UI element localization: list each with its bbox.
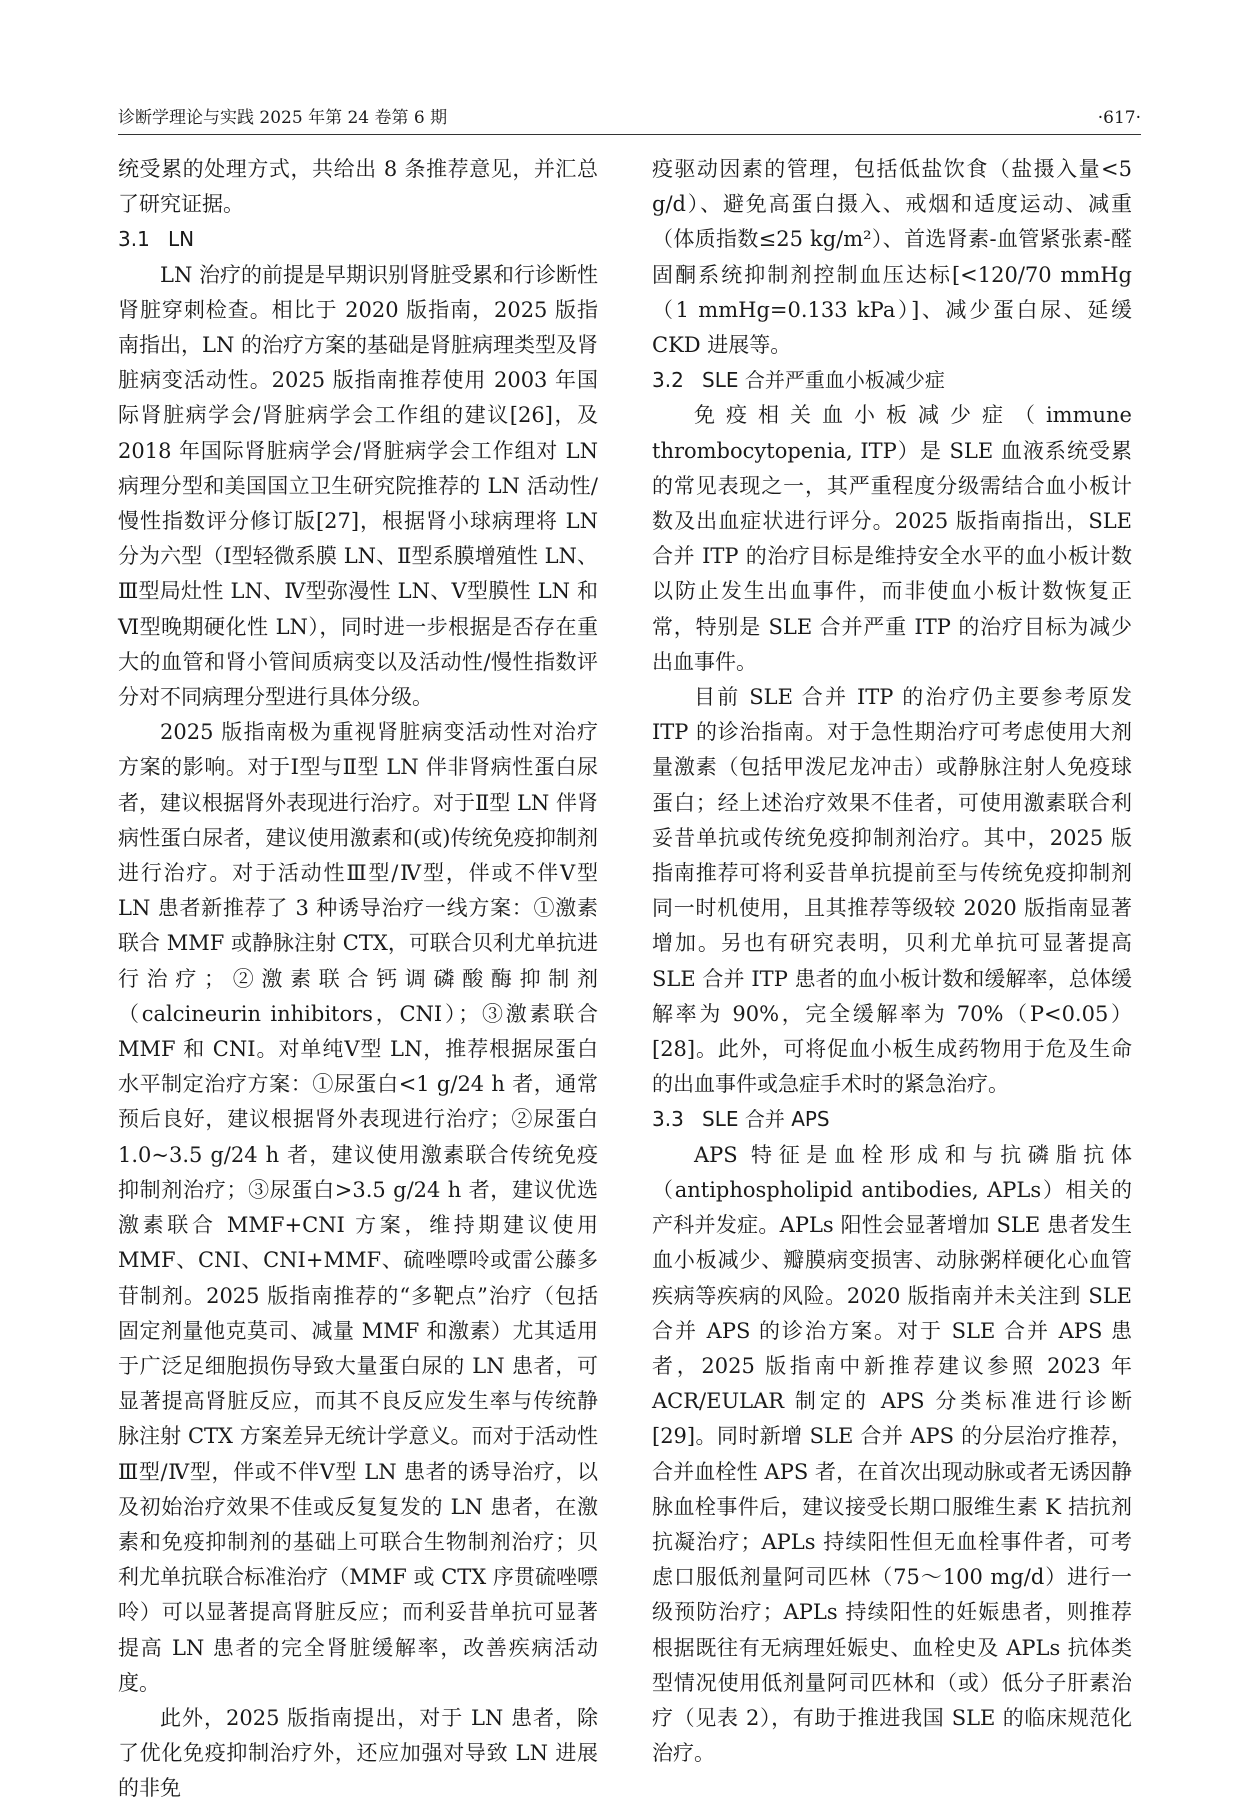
section-heading-3-3 (652, 1102, 1132, 1137)
left-column (118, 152, 598, 1807)
section-number: 3.2 (652, 368, 684, 393)
right-column (652, 152, 1132, 1771)
paragraph: 免疫相关血小板减少症（immune thrombocytopenia, ITP）是 SLE 血液系统受累的常见表现之一，其严重程度分级需结合血小板计数及出血症状进行评分。2025 版指南指出，SLE 合并 ITP 的治疗目标是维持安全水平的血小板计数以防止发生出血事件，而非使血小板计数恢复正常，特别是 SLE 合并严重 ITP 的治疗目标为减少出血事件。 (652, 403, 1132, 674)
section-heading-3-1 (118, 222, 598, 257)
section-title: LN (168, 227, 195, 252)
section-number: 3.3 (652, 1107, 684, 1132)
paragraph: 目前 SLE 合并 ITP 的治疗仍主要参考原发 ITP 的诊治指南。对于急性期治疗可考虑使用大剂量激素（包括甲泼尼龙冲击）或静脉注射人免疫球蛋白；经上述治疗效果不佳者，可使用激素联合利妥昔单抗或传统免疫抑制剂治疗。其中，2025 版指南推荐可将利妥昔单抗提前至与传统免疫抑制剂同一时机使用，且其推荐等级较 2020 版指南显著增加。另也有研究表明，贝利尤单抗可显著提高 SLE 合并 ITP 患者的血小板计数和缓解率，总体缓解率为 90%，完全缓解率为 70%（P<0.05）[28]。此外，可将促血小板生成药物用于危及生命的出血事件或急症手术时的紧急治疗。 (652, 685, 1132, 1097)
running-header (118, 104, 1141, 135)
paragraph: 2025 版指南极为重视肾脏病变活动性对治疗方案的影响。对于Ⅰ型与Ⅱ型 LN 伴非肾病性蛋白尿者，建议根据肾外表现进行治疗。对于Ⅱ型 LN 伴肾病性蛋白尿者，建议使用激素和(或)传统免疫抑制剂进行治疗。对于活动性Ⅲ型/Ⅳ型，伴或不伴Ⅴ型 LN 患者新推荐了 3 种诱导治疗一线方案：①激素联合 MMF 或静脉注射 CTX，可联合贝利尤单抗进行治疗；②激素联合钙调磷酸酶抑制剂（calcineurin inhibitors，CNI）；③激素联合 MMF 和 CNI。对单纯Ⅴ型 LN，推荐根据尿蛋白水平制定治疗方案：①尿蛋白<1 g/24 h 者，通常预后良好，建议根据肾外表现进行治疗；②尿蛋白 1.0~3.5 g/24 h 者，建议使用激素联合传统免疫抑制剂治疗；③尿蛋白>3.5 g/24 h 者，建议优选激素联合 MMF+CNI 方案，维持期建议使用 MMF、CNI、CNI+MMF、硫唑嘌呤或雷公藤多苷制剂。2025 版指南推荐的“多靶点”治疗（包括固定剂量他克莫司、减量 MMF 和激素）尤其适用于广泛足细胞损伤导致大量蛋白尿的 LN 患者，可显著提高肾脏反应，而其不良反应发生率与传统静脉注射 CTX 方案差异无统计学意义。而对于活动性Ⅲ型/Ⅳ型，伴或不伴Ⅴ型 LN 患者的诱导治疗，以及初始治疗效果不佳或反复复发的 LN 患者，在激素和免疫抑制剂的基础上可联合生物制剂治疗；贝利尤单抗联合标准治疗（MMF 或 CTX 序贯硫唑嘌呤）可以显著提高肾脏反应；而利妥昔单抗可显著提高 LN 患者的完全肾脏缓解率，改善疾病活动度。 (118, 720, 598, 1695)
section-title: SLE 合并严重血小板减少症 (702, 368, 945, 393)
section-number: 3.1 (118, 227, 150, 252)
journal-info: 诊断学理论与实践 2025 年第 24 卷第 6 期 (118, 108, 448, 128)
paragraph: 此外，2025 版指南提出，对于 LN 患者，除了优化免疫抑制治疗外，还应加强对导致 LN 进展的非免 (118, 1705, 598, 1801)
section-title: SLE 合并 APS (702, 1107, 830, 1132)
page-number: ·617· (1097, 108, 1141, 128)
paragraph-continued: 疫驱动因素的管理，包括低盐饮食（盐摄入量<5 g/d）、避免高蛋白摄入、戒烟和适度运动、减重（体质指数≤25 kg/m²）、首选肾素-血管紧张素-醛固酮系统抑制剂控制血压达标[<120/70 mmHg（1 mmHg=0.133 kPa）]、减少蛋白尿、延缓 CKD 进展等。 (652, 157, 1132, 358)
paragraph: LN 治疗的前提是早期识别肾脏受累和行诊断性肾脏穿刺检查。相比于 2020 版指南，2025 版指南指出，LN 的治疗方案的基础是肾脏病理类型及肾脏病变活动性。2025 版指南推荐使用 2003 年国际肾脏病学会/肾脏病学会工作组的建议[26]，及 2018 年国际肾脏病学会/肾脏病学会工作组对 LN 病理分型和美国国立卫生研究院推荐的 LN 活动性/慢性指数评分修订版[27]，根据肾小球病理将 LN 分为六型（Ⅰ型轻微系膜 LN、Ⅱ型系膜增殖性 LN、Ⅲ型局灶性 LN、Ⅳ型弥漫性 LN、Ⅴ型膜性 LN 和Ⅵ型晚期硬化性 LN），同时进一步根据是否存在重大的血管和肾小管间质病变以及活动性/慢性指数评分对不同病理分型进行具体分级。 (118, 262, 598, 710)
paragraph: APS 特征是血栓形成和与抗磷脂抗体（antiphospholipid antibodies, APLs）相关的产科并发症。APLs 阳性会显著增加 SLE 患者发生血小板减少、瓣膜病变损害、动脉粥样硬化心血管疾病等疾病的风险。2020 版指南并未关注到 SLE 合并 APS 的诊治方案。对于 SLE 合并 APS 患者，2025 版指南中新推荐建议参照 2023 年 ACR/EULAR 制定的 APS 分类标准进行诊断[29]。同时新增 SLE 合并 APS 的分层治疗推荐，合并血栓性 APS 者，在首次出现动脉或者无诱因静脉血栓事件后，建议接受长期口服维生素 K 拮抗剂抗凝治疗；APLs 持续阳性但无血栓事件者，可考虑口服低剂量阿司匹林（75～100 mg/d）进行一级预防治疗；APLs 持续阳性的妊娠患者，则推荐根据既往有无病理妊娠史、血栓史及 APLs 抗体类型情况使用低剂量阿司匹林和（或）低分子肝素治疗（见表 2），有助于推进我国 SLE 的临床规范化治疗。 (652, 1142, 1132, 1766)
paragraph-continued: 统受累的处理方式，共给出 8 条推荐意见，并汇总了研究证据。 (118, 157, 598, 217)
section-heading-3-2 (652, 363, 1132, 398)
